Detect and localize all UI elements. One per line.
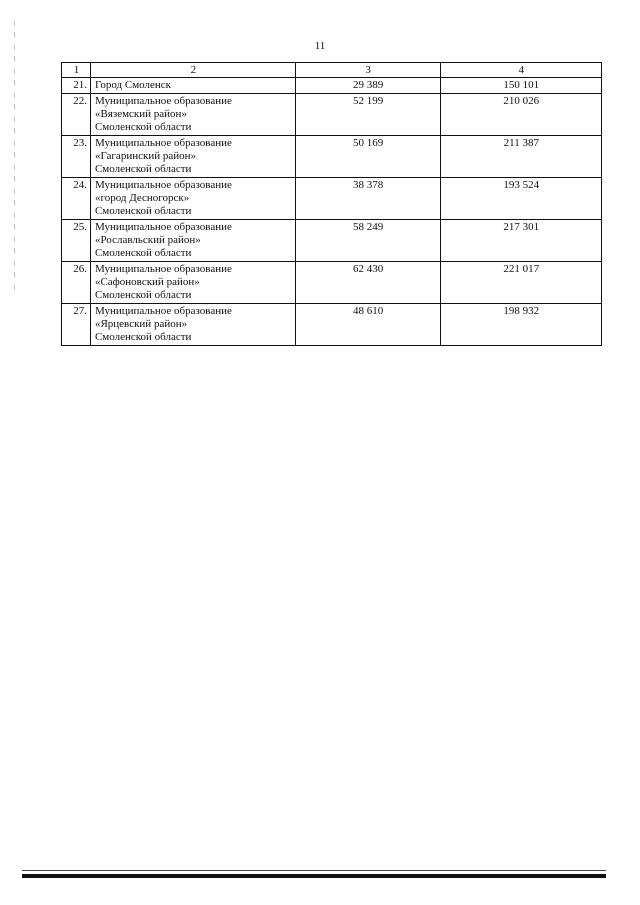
table-row	[62, 178, 602, 220]
value-cell-col4: 217 301	[440, 220, 601, 262]
municipality-name-line: Смоленской области	[94, 247, 192, 259]
municipality-name-line: Муниципальное образование	[94, 305, 232, 317]
row-number-cell: 23.	[62, 136, 91, 178]
value-cell-col4: 198 932	[440, 304, 601, 346]
municipality-name-line: «Ярцевский район»	[94, 318, 188, 330]
row-number-cell: 22.	[62, 94, 91, 136]
value-cell-col4: 221 017	[440, 262, 601, 304]
value-cell-col4: 150 101	[440, 78, 601, 94]
municipality-name-line: «Сафоновский район»	[94, 276, 200, 288]
municipality-name-line: «Вяземский район»	[94, 108, 187, 120]
value-cell-col3: 50 169	[295, 136, 440, 178]
value-cell-col3: 58 249	[295, 220, 440, 262]
table-row	[62, 304, 602, 346]
municipality-name-cell	[90, 178, 295, 220]
header-cell-4: 4	[440, 63, 601, 78]
municipality-name-line: Смоленской области	[94, 205, 192, 217]
table-header-row	[62, 63, 602, 78]
table-row	[62, 136, 602, 178]
data-table	[61, 62, 602, 346]
municipality-name-cell	[90, 94, 295, 136]
municipality-name-line: Муниципальное образование	[94, 137, 232, 149]
row-number-cell: 26.	[62, 262, 91, 304]
scan-margin-mark	[14, 20, 15, 290]
header-cell-1: 1	[62, 63, 91, 78]
header-cell-3: 3	[295, 63, 440, 78]
value-cell-col4: 193 524	[440, 178, 601, 220]
header-cell-2: 2	[90, 63, 295, 78]
municipality-name-line: «Рославльский район»	[94, 234, 201, 246]
row-number-cell: 25.	[62, 220, 91, 262]
row-number-cell: 21.	[62, 78, 91, 94]
value-cell-col3: 52 199	[295, 94, 440, 136]
table-row	[62, 78, 602, 94]
municipality-name-line: Муниципальное образование	[94, 179, 232, 191]
municipality-name-cell	[90, 136, 295, 178]
municipality-name-line: «Гагаринский район»	[94, 150, 196, 162]
municipality-name-cell	[90, 78, 295, 94]
table-row	[62, 94, 602, 136]
footer-rule	[22, 874, 606, 878]
municipality-name-line: Смоленской области	[94, 289, 192, 301]
municipality-name-line: Город Смоленск	[94, 79, 172, 91]
municipality-name-line: Муниципальное образование	[94, 221, 232, 233]
value-cell-col4: 211 387	[440, 136, 601, 178]
municipality-name-line: Смоленской области	[94, 121, 192, 133]
value-cell-col3: 62 430	[295, 262, 440, 304]
municipality-name-line: Смоленской области	[94, 163, 192, 175]
value-cell-col4: 210 026	[440, 94, 601, 136]
value-cell-col3: 29 389	[295, 78, 440, 94]
table-row	[62, 220, 602, 262]
municipality-name-cell	[90, 304, 295, 346]
footer-thin-rule	[22, 870, 606, 871]
municipality-name-line: Муниципальное образование	[94, 95, 232, 107]
row-number-cell: 27.	[62, 304, 91, 346]
municipality-name-line: Муниципальное образование	[94, 263, 232, 275]
municipality-name-line: Смоленской области	[94, 331, 192, 343]
municipality-name-line: «город Десногорск»	[94, 192, 190, 204]
municipality-name-cell	[90, 220, 295, 262]
value-cell-col3: 38 378	[295, 178, 440, 220]
table-body	[62, 63, 602, 346]
value-cell-col3: 48 610	[295, 304, 440, 346]
municipality-name-cell	[90, 262, 295, 304]
page-number: 11	[314, 40, 326, 52]
table-row	[62, 262, 602, 304]
row-number-cell: 24.	[62, 178, 91, 220]
